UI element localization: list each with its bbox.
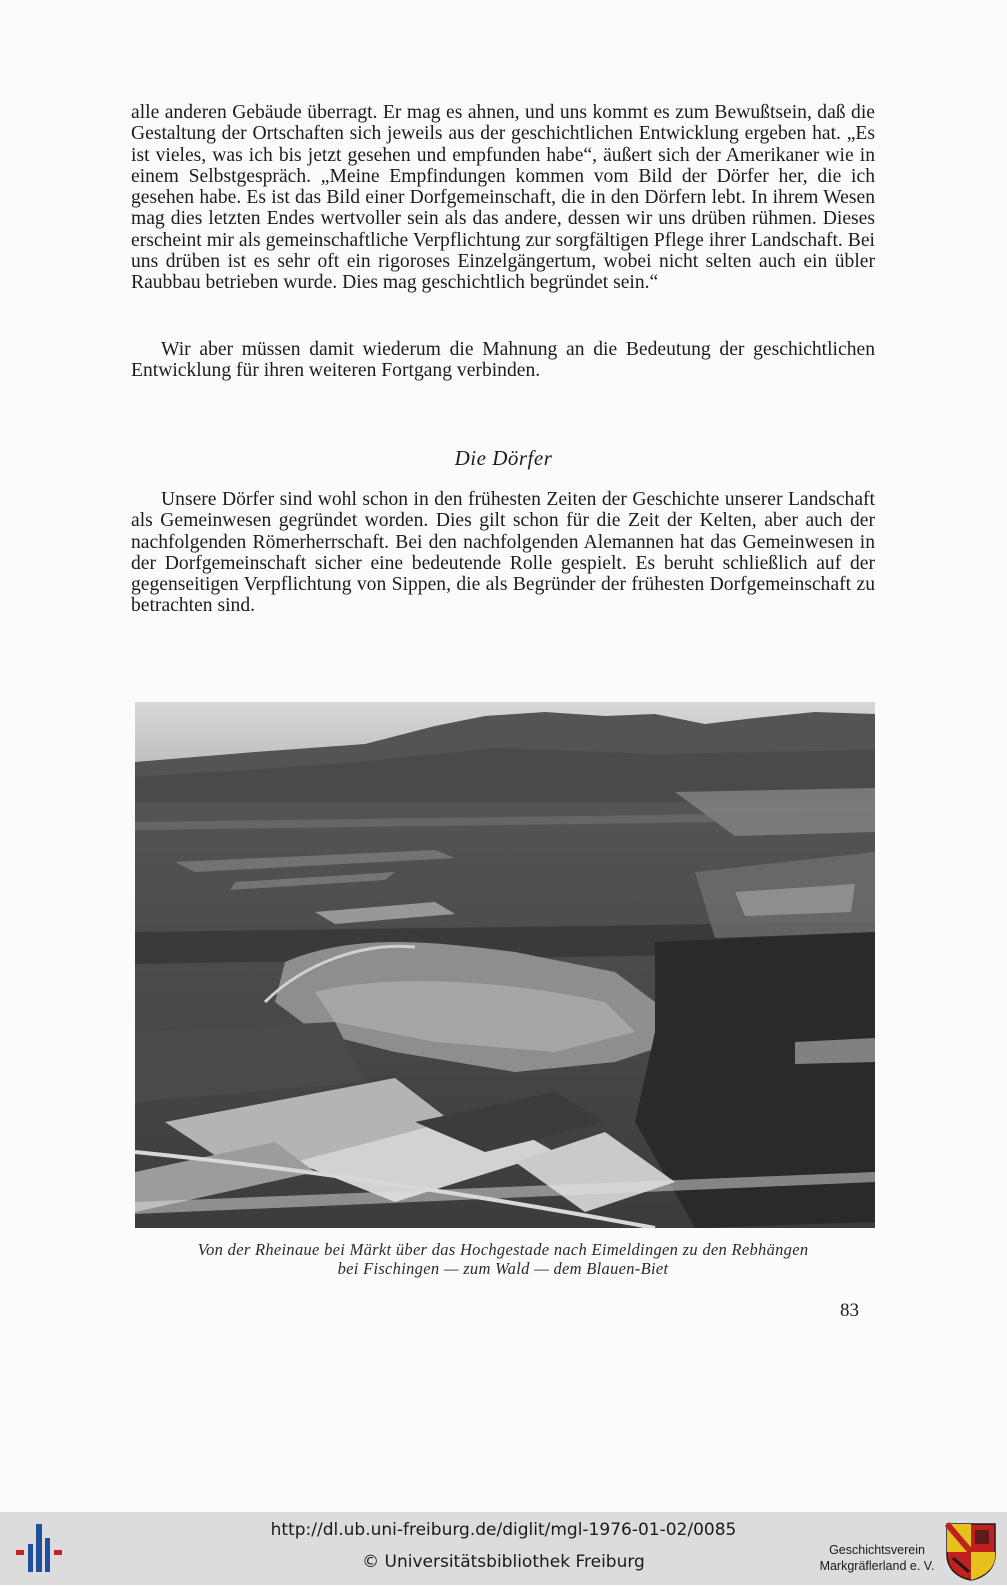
caption-line: bei Fischingen — zum Wald — dem Blauen-Biet: [337, 1259, 669, 1278]
document-url-link[interactable]: http://dl.ub.uni-freiburg.de/diglit/mgl-1976-01-02/0085: [270, 1520, 737, 1540]
paragraph-text: Wir aber müssen damit wiederum die Mahnung an die Bedeutung der geschichtlichen Entwicklung für ihren weiteren Fortgang verbinden.: [131, 339, 875, 382]
coat-of-arms-icon: [945, 1522, 997, 1582]
body-paragraph: [131, 489, 875, 617]
footer-bar: [0, 1512, 1007, 1585]
society-line: Markgräflerland e. V.: [819, 1559, 935, 1573]
society-line: Geschichtsverein: [829, 1543, 925, 1557]
page-number: 83: [840, 1300, 859, 1321]
paragraph-text: Unsere Dörfer sind wohl schon in den frühesten Zeiten der Geschichte unserer Landschaft als Gemeinwesen gegründet worden. Dies gilt schon für die Zeit der Kelten, aber auch der nachfolgenden Römerherrschaft. Bei den nachfolgenden Alemannen hat das Gemeinwesen in der Dorfgemeinschaft sicher eine bedeutende Rolle gespielt. Es beruht schließlich auf der gegenseitigen Verpflichtung von Sippen, die als Begründer der frühesten Dorfgemeinschaft zu betrachten sind.: [131, 489, 875, 617]
aerial-landscape-photo: [135, 702, 875, 1228]
body-paragraph: [131, 102, 875, 294]
copyright-text: © Universitätsbibliothek Freiburg: [362, 1552, 645, 1572]
paragraph-text: alle anderen Gebäude überragt. Er mag es ahnen, und uns kommt es zum Bewußtsein, daß die Gestaltung der Ortschaften sich jeweils aus der geschichtlichen Entwicklung ergeben hat. „Es ist vieles, was ich bis jetzt gesehen und empfunden habe“, äußert sich der Amerikaner wie in einem Selbstgespräch. „Meine Empfindungen kommen vom Bild der Dörfer her, die ich gesehen habe. Es ist das Bild einer Dorfgemeinschaft, die in den Dörfern lebt. In ihrem Wesen mag dies letzten Endes wertvoller sein als das andere, dessen wir uns drüben rühmen. Dieses erscheint mir als gemeinschaftliche Verpflichtung zur sorgfältigen Pflege ihrer Landschaft. Bei uns drüben ist es sehr oft ein rigoroses Einzelgängertum, wobei nicht selten auch ein übler Raubbau betrieben wurde. Dies mag geschichtlich begründet sein.“: [131, 102, 875, 294]
body-paragraph: [131, 339, 875, 382]
photo-caption: [131, 1240, 875, 1278]
section-heading: Die Dörfer: [454, 446, 553, 470]
caption-line: Von der Rheinaue bei Märkt über das Hochgestade nach Eimeldingen zu den Rebhängen: [197, 1240, 809, 1259]
society-name: [812, 1542, 942, 1574]
